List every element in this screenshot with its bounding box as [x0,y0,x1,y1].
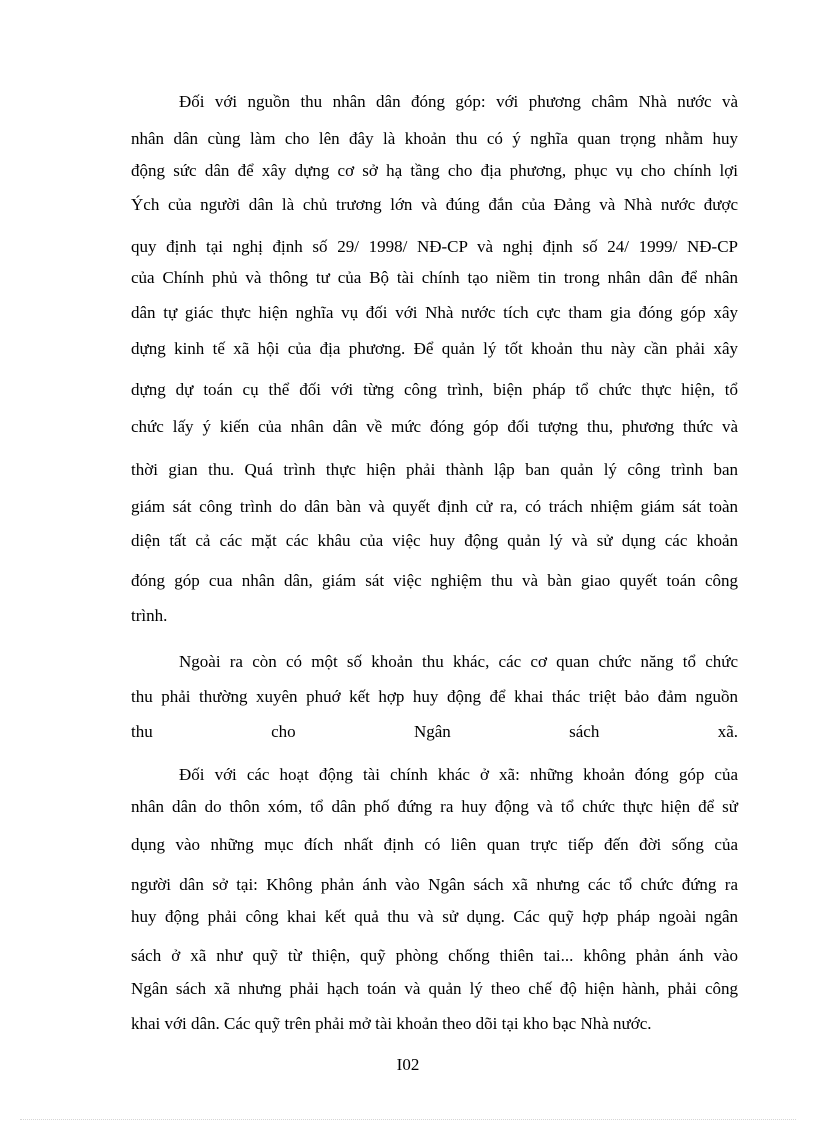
paragraph-3-line-6: sách ở xã như quỹ từ thiện, quỹ phòng chống thiên tai... không phản ánh vào [131,946,738,965]
paragraph-1-line-10: chức lấy ý kiến của nhân dân về mức đóng góp đối tượng thu, phương thức và [131,417,738,436]
page-number: I02 [396,1055,420,1074]
page-bottom-divider [20,1119,796,1120]
paragraph-2-line-3: thu cho Ngân sách xã. [131,722,738,741]
paragraph-1-line-3: động sức dân để xây dựng cơ sở hạ tầng cho địa phương, phục vụ cho chính lợi [131,161,738,180]
paragraph-3-line-7: Ngân sách xã nhưng phải hạch toán và quản lý theo chế độ hiện hành, phải công [131,979,738,998]
paragraph-1-line-7: dân tự giác thực hiện nghĩa vụ đối với Nhà nước tích cực tham gia đóng góp xây [131,303,738,322]
paragraph-1-line-12: giám sát công trình do dân bàn và quyết định cử ra, có trách nhiệm giám sát toàn [131,497,738,516]
paragraph-1-line-4: Ých của người dân là chủ trương lớn và đúng đắn của Đảng và Nhà nước được [131,195,738,214]
paragraph-1-line-15: trình. [131,606,168,625]
paragraph-3-line-2: nhân dân do thôn xóm, tổ dân phố đứng ra huy động và tổ chức thực hiện để sử [131,797,738,816]
paragraph-1-line-8: dựng kinh tế xã hội của địa phương. Để quản lý tốt khoản thu này cần phải xây [131,339,738,358]
paragraph-3-line-1: Đối với các hoạt động tài chính khác ở xã: những khoản đóng góp của [179,765,738,784]
paragraph-1-line-5: quy định tại nghị định số 29/ 1998/ NĐ-CP và nghị định số 24/ 1999/ NĐ-CP [131,237,738,256]
paragraph-2-line-2: thu phải thường xuyên phuớ kết hợp huy động để khai thác triệt bảo đảm nguồn [131,687,738,706]
paragraph-1-line-1: Đối với nguồn thu nhân dân đóng góp: với phương châm Nhà nước và [179,92,738,111]
paragraph-1-line-13: diện tất cả các mặt các khâu của việc huy động quản lý và sử dụng các khoản [131,531,738,550]
paragraph-1-line-9: dựng dự toán cụ thể đối với từng công trình, biện pháp tổ chức thực hiện, tổ [131,380,738,399]
paragraph-2-line-1: Ngoài ra còn có một số khoản thu khác, các cơ quan chức năng tổ chức [179,652,738,671]
paragraph-1-line-2: nhân dân cùng làm cho lên đây là khoản thu có ý nghĩa quan trọng nhằm huy [131,129,738,148]
paragraph-1-line-6: của Chính phủ và thông tư của Bộ tài chính tạo niềm tin trong nhân dân để nhân [131,268,738,287]
paragraph-3-line-3: dụng vào những mục đích nhất định có liên quan trực tiếp đến đời sống của [131,835,738,854]
paragraph-3-line-5: huy động phải công khai kết quả thu và sử dụng. Các quỹ hợp pháp ngoài ngân [131,907,738,926]
paragraph-3-line-4: người dân sở tại: Không phản ánh vào Ngân sách xã nhưng các tổ chức đứng ra [131,875,738,894]
paragraph-1-line-14: đóng góp cua nhân dân, giám sát việc nghiệm thu và bàn giao quyết toán công [131,571,738,590]
paragraph-3-line-8: khai với dân. Các quỹ trên phải mở tài khoản theo dõi tại kho bạc Nhà nước. [131,1014,652,1033]
paragraph-1-line-11: thời gian thu. Quá trình thực hiện phải thành lập ban quản lý công trình ban [131,460,738,479]
